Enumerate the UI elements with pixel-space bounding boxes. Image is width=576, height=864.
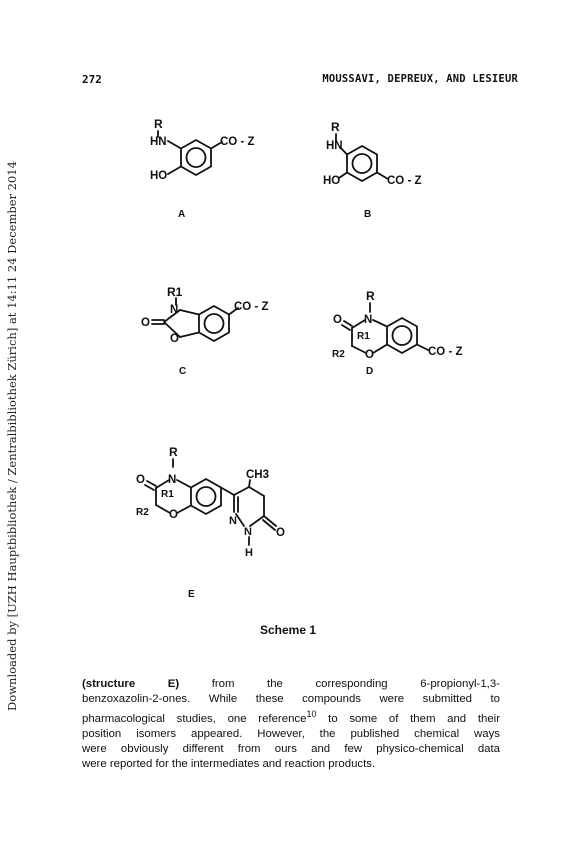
structure-c-o-ring-label: O [170, 333, 179, 345]
structure-a-bonds [158, 131, 222, 175]
structure-e-r1-label: R1 [161, 489, 174, 500]
body-line-6: were reported for the intermediates and reaction products. [82, 757, 376, 770]
structure-a-substituent: CO - Z [220, 136, 255, 148]
reference-superscript: 10 [306, 709, 317, 719]
structure-d-substituent: CO - Z [428, 346, 463, 358]
body-line-1-lead: (structure E) [82, 678, 180, 690]
structure-a-r-label: R [154, 117, 163, 131]
structure-d-r1-label: R1 [357, 331, 370, 342]
body-line-1 [82, 677, 500, 692]
structure-c-label: C [179, 366, 187, 377]
structure-e-ch3-label: CH3 [246, 469, 270, 481]
running-head: MOUSSAVI, DEPREUX, AND LESIEUR [322, 73, 518, 85]
structure-e-n-label: N [168, 474, 177, 486]
structure-c-r1-text: R1 [167, 285, 183, 299]
structure-e-o-py-label: O [276, 527, 285, 539]
body-line-5: were obviously different from ours and few physico-chemical data [82, 742, 500, 755]
structure-d-bonds [342, 303, 428, 353]
structure-a-nh-label: HN [150, 136, 167, 148]
structure-c-n-label: N [170, 304, 179, 316]
body-line-3-after: to some of them and their [316, 712, 500, 725]
structure-a-label: A [178, 209, 186, 220]
structure-e-r2-label: R2 [136, 507, 149, 518]
scheme-caption: Scheme 1 [259, 623, 317, 637]
structure-d-o-ring-label: O [365, 349, 374, 361]
body-line-4: position isomers appeared. However, the published chemical ways [82, 727, 500, 740]
structure-c-substituent: CO - Z [234, 301, 269, 313]
structure-b-substituent: CO - Z [387, 175, 422, 187]
structure-d-r-label: R [366, 289, 375, 303]
body-line-2: benzoxazolin-2-ones. While these compounds were submitted to [82, 693, 500, 705]
structure-d-label: D [366, 366, 374, 377]
structure-e-n3-label: N [244, 526, 252, 538]
structure-a-oh-label: HO [150, 170, 168, 182]
structure-b-bonds [336, 134, 388, 181]
structure-c-r1-label [167, 285, 183, 299]
structure-e-r-label: R [169, 445, 178, 459]
structure-e-h-label: H [245, 547, 253, 559]
structure-d-n-label: N [364, 314, 373, 326]
download-watermark-text: Downloaded by [UZH Hauptbibliothek / Zentralbibliothek Zürich] at 14:11 24 December 2014 [5, 161, 19, 711]
body-line-1-text: from the corresponding 6-propionyl-1,3- [179, 678, 500, 690]
structure-b-nh-label: HN [326, 140, 343, 152]
structure-b-r-label: R [331, 120, 340, 134]
structure-d-r2-label: R2 [332, 349, 345, 360]
body-paragraph [82, 677, 500, 772]
structure-e-label: E [188, 589, 195, 600]
page-number: 272 [82, 73, 102, 86]
structure-e-o-exo-label: O [136, 474, 145, 486]
body-line-3 [82, 707, 500, 727]
structure-d-o-exo-label: O [333, 314, 342, 326]
structure-e-o-ring-label: O [169, 509, 178, 521]
structure-b-oh-label: HO [323, 175, 341, 187]
body-line-3-text: pharmacological studies, one reference [82, 712, 307, 725]
structure-c-bonds [152, 298, 238, 341]
structure-e-n2-label: N [229, 515, 237, 527]
structure-c-o-exo-label: O [141, 317, 150, 329]
structure-b-label: B [364, 209, 372, 220]
